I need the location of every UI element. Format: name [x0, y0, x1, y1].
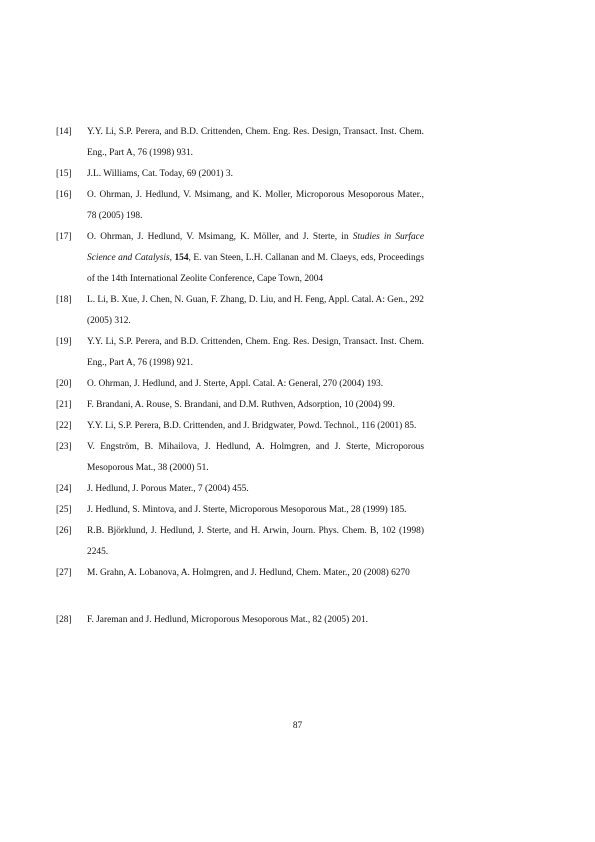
reference-number: [25] — [56, 505, 72, 515]
reference-21 — [56, 395, 424, 416]
book-title: Studies in Surface Science and Catalysis — [87, 232, 424, 263]
reference-text: V. Engström, B. Mihailova, J. Hedlund, A. Holmgren, and J. Sterte, Microporous Mesoporous Mat., 38 (2000) 51. — [87, 442, 424, 473]
reference-25 — [56, 500, 424, 521]
reference-number: [16] — [56, 190, 72, 200]
reference-text: J. Hedlund, S. Mintova, and J. Sterte, Microporous Mesoporous Mat., 28 (1999) 185. — [87, 505, 407, 515]
reference-number: [23] — [56, 442, 72, 452]
reference-text: L. Li, B. Xue, J. Chen, N. Guan, F. Zhang, D. Liu, and H. Feng, Appl. Catal. A: Gen., 292 (2005) 312. — [87, 295, 424, 326]
reference-text: M. Grahn, A. Lobanova, A. Holmgren, and J. Hedlund, Chem. Mater., 20 (2008) 6270 — [87, 568, 410, 578]
reference-number: [26] — [56, 526, 72, 536]
reference-19 — [56, 332, 424, 374]
reference-number: [22] — [56, 421, 72, 431]
page-number: 87 — [292, 721, 303, 731]
reference-text: Y.Y. Li, S.P. Perera, B.D. Crittenden, and J. Bridgwater, Powd. Technol., 116 (2001) 85. — [87, 421, 417, 431]
reference-text — [87, 227, 424, 290]
reference-26 — [56, 521, 424, 563]
reference-number: [17] — [56, 232, 72, 242]
reference-17 — [56, 227, 424, 290]
reference-text-part: , — [169, 253, 175, 263]
reference-number: [20] — [56, 379, 72, 389]
reference-text: J. Hedlund, J. Porous Mater., 7 (2004) 455. — [87, 484, 249, 494]
reference-list — [56, 122, 424, 631]
reference-text: Y.Y. Li, S.P. Perera, and B.D. Crittenden, Chem. Eng. Res. Design, Transact. Inst. Chem. Eng., Part A, 76 (1998) 921. — [87, 337, 424, 368]
reference-text-part: O. Ohrman, J. Hedlund, V. Msimang, K. Möller, and J. Sterte, in — [87, 232, 353, 242]
reference-number: [19] — [56, 337, 72, 347]
reference-24 — [56, 479, 424, 500]
reference-23 — [56, 437, 424, 479]
reference-18 — [56, 290, 424, 332]
reference-27 — [56, 563, 424, 584]
reference-text-part: , E. van Steen, L.H. Callanan and M. Claeys, eds, Proceedings of the 14th International Zeolite Conference, Cape Town, 2004 — [87, 253, 424, 284]
reference-20 — [56, 374, 424, 395]
reference-text: O. Ohrman, J. Hedlund, and J. Sterte, Appl. Catal. A: General, 270 (2004) 193. — [87, 379, 384, 389]
reference-15 — [56, 164, 424, 185]
reference-number: [15] — [56, 169, 72, 179]
reference-text: R.B. Björklund, J. Hedlund, J. Sterte, and H. Arwin, Journ. Phys. Chem. B, 102 (1998) 2245. — [87, 526, 424, 557]
reference-number: [21] — [56, 400, 72, 410]
reference-28 — [56, 610, 424, 631]
volume-number: 154 — [174, 253, 189, 263]
reference-number: [14] — [56, 127, 72, 137]
reference-number: [24] — [56, 484, 72, 494]
reference-number: [18] — [56, 295, 72, 305]
reference-text: F. Brandani, A. Rouse, S. Brandani, and D.M. Ruthven, Adsorption, 10 (2004) 99. — [87, 400, 395, 410]
reference-22 — [56, 416, 424, 437]
reference-text: O. Ohrman, J. Hedlund, V. Msimang, and K. Moller, Microporous Mesoporous Mater., 78 (2005) 198. — [87, 190, 424, 221]
reference-text: Y.Y. Li, S.P. Perera, and B.D. Crittenden, Chem. Eng. Res. Design, Transact. Inst. Chem. Eng., Part A, 76 (1998) 931. — [87, 127, 424, 158]
reference-number: [28] — [56, 615, 72, 625]
reference-text: J.L. Williams, Cat. Today, 69 (2001) 3. — [87, 169, 233, 179]
reference-14 — [56, 122, 424, 164]
reference-16 — [56, 185, 424, 227]
reference-number: [27] — [56, 568, 72, 578]
reference-text: F. Jareman and J. Hedlund, Microporous Mesoporous Mat., 82 (2005) 201. — [87, 615, 368, 625]
